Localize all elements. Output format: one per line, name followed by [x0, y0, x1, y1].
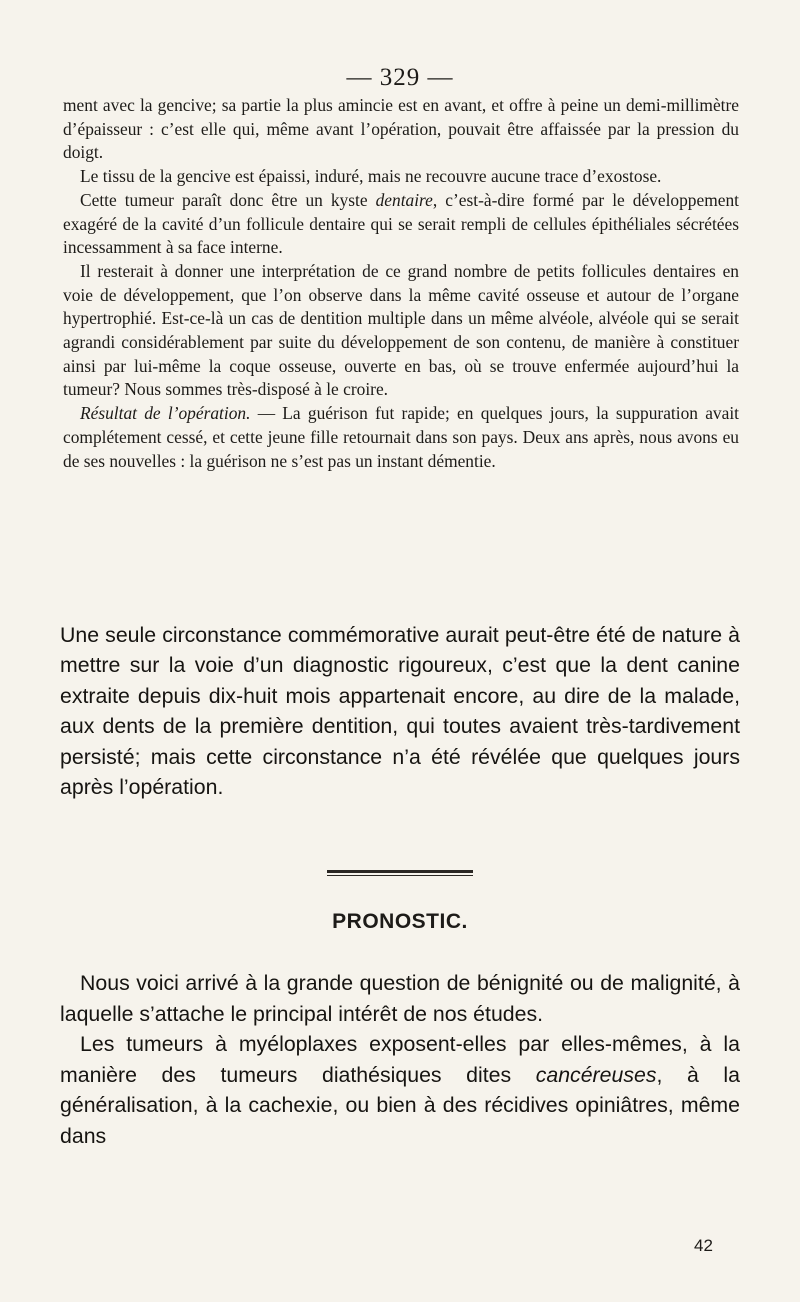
final-paragraph [60, 968, 740, 1029]
large-text-block [60, 620, 740, 802]
divider-line-thin [327, 875, 473, 876]
large-paragraph: Une seule circonstance commémorative aurait peut-être été de nature à mettre sur la voie d’un diagnostic rigoureux, c’est que la dent canine extraite depuis dix-huit mois appartenait encore, au dire de la malade, aux dents de la première dentition, qui toutes avaient très-tardivement persisté; mais cette circonstance n’a été révélée que quelques jours après l’opération. [60, 623, 740, 800]
final-paragraph [60, 1029, 740, 1151]
signature-mark: 42 [694, 1236, 713, 1255]
divider-line-thick [327, 870, 473, 873]
page-number: — 329 — [346, 64, 454, 91]
small-paragraph [63, 94, 739, 165]
text-run: Cette tumeur paraît donc être un kyste [80, 189, 376, 210]
small-paragraph [63, 189, 739, 260]
text-run: Nous voici arrivé à la grande question de bénignité ou de malignité, à laquelle s’attache le principal intérêt de nos études. [60, 971, 740, 1026]
text-run: Les tumeurs à myéloplaxes exposent-elles par elles-mêmes, à la manière des tumeurs diathésiques dites [60, 1032, 740, 1087]
small-paragraph [63, 165, 739, 189]
final-text-block [60, 968, 740, 1152]
text-run: , c’est-à-dire formé par le développement exagéré de la cavité d’un follicule dentaire qui se serait rempli de cellules épithéliales sécrétées incessamment à sa face interne. [63, 189, 739, 258]
section-heading: PRONOSTIC. [332, 910, 468, 933]
small-text-block [63, 94, 739, 473]
italic-text: dentaire [375, 189, 433, 210]
italic-text: cancéreuses [535, 1062, 657, 1087]
small-paragraph [63, 260, 739, 402]
small-paragraph [63, 402, 739, 473]
text-run: Le tissu de la gencive est épaissi, induré, mais ne recouvre aucune trace d’exostose. [80, 166, 662, 187]
text-run: ment avec la gencive; sa partie la plus amincie est en avant, et offre à peine un demi-millimètre d’épaisseur : c’est elle qui, même avant l’opération, pouvait être affaissée par la pression du doigt. [63, 95, 739, 163]
italic-text: Résultat de l’opération. [80, 403, 251, 424]
text-run: — La guérison fut rapide; en quelques jours, la suppuration avait complétement cessé, et cette jeune fille retournait dans son pays. Deux ans après, nous avons eu de ses nouvelles : la guérison ne s’est pas un instant démentie. [63, 403, 740, 471]
text-run: Il resterait à donner une interprétation de ce grand nombre de petits follicules dentaires en voie de développement, que l’on observe dans la même cavité osseuse et autour de l’organe hypertrophié. Est-ce-là un cas de dentition multiple dans un même alvéole, alvéole qui se serait agrandi considérablement par suite du développement de son contenu, de manière à constituer ainsi par lui-même la coque osseuse, ouverte en bas, où se trouve enfermée aujourd’hui la tumeur? Nous sommes très-disposé à le croire. [63, 260, 739, 400]
text-run: , à la généralisation, à la cachexie, ou bien à des récidives opiniâtres, même dans [60, 1062, 740, 1148]
